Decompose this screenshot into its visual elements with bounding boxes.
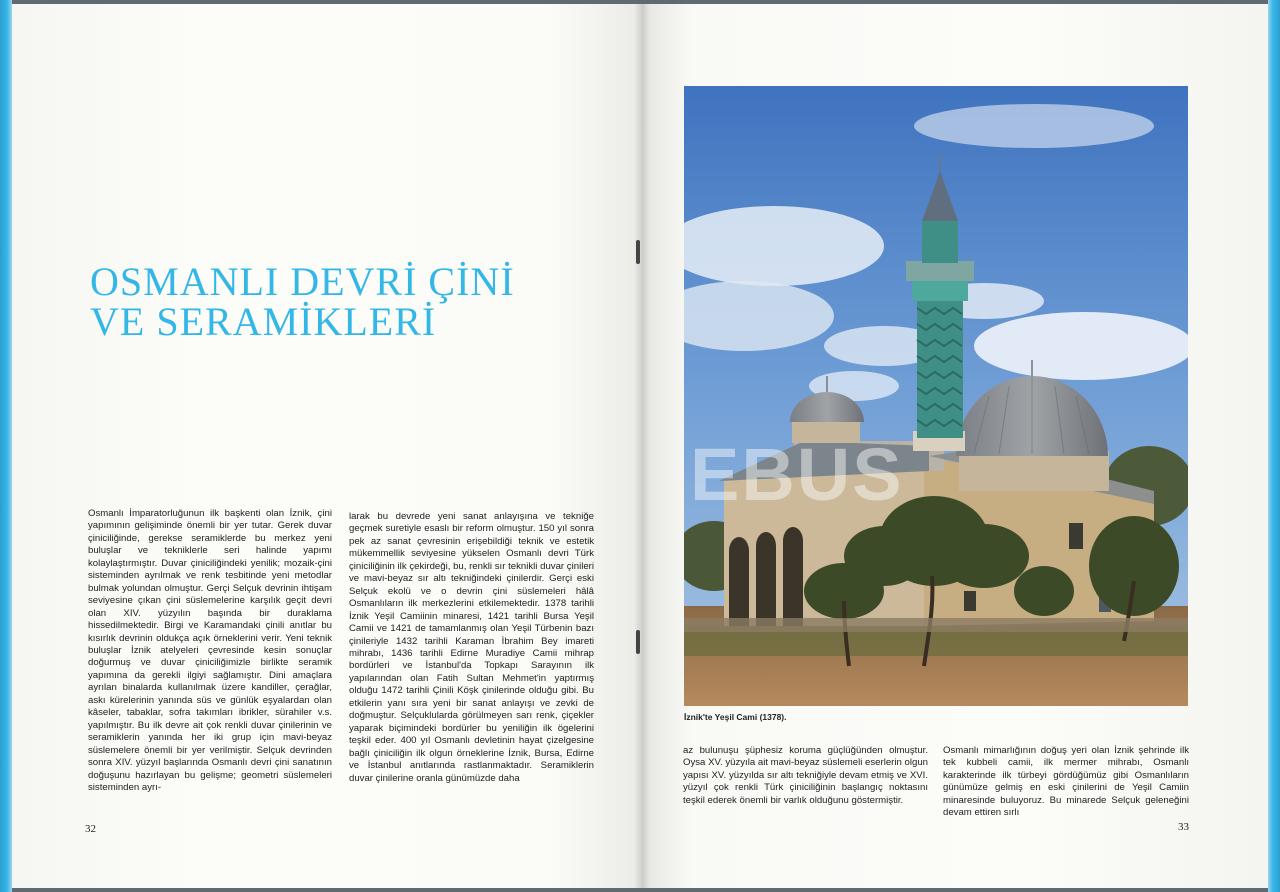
- page-number-left: 32: [85, 823, 96, 835]
- body-paragraph: az bulunuşu şüphesiz koruma güçlüğünden olmuştur. Oysa XV. yüzyıla ait mavi-beyaz süslemeli eserlerin olgun yapısı XV. yüzyılda sır altı tekniğiyle devam etmiş ve XVI. yüzyıl çok renkli Türk çiniciliğinin başlangıç noktasını teşkil ederek önemli bir varlık olduğunu göstermiştir.: [683, 745, 928, 806]
- binding-hole: [636, 240, 640, 264]
- chapter-title-line: OSMANLI DEVRİ ÇİNİ: [90, 259, 515, 304]
- right-page-edge: [1268, 0, 1280, 892]
- text-column-4: [943, 745, 1189, 820]
- body-paragraph: larak bu devrede yeni sanat anlayışına ve tekniğe geçmek suretiyle esaslı bir reform olmuştur. 150 yıl sonra pek az sanat çevresinin erişebildiği teknik ve estetik mükemmellik seviyesine yükselen Osmanlı devri Türk çiniciliğinin ilk çekirdeği, bu, renkli sır teknikli duvar çinileri ve mavi-beyaz sır altı tekniğindeki çinilerdir. Gerçi eski Selçuk ekolü ve o devrin çini süslemeleri hâlâ Osmanlıların ilk merkezlerini etkilemektedir. 1378 tarihli İznik Yeşil Camiinin minaresi, 1421 tarihli Bursa Yeşil Camii ve 1421 de tamamlanmış olan Yeşil Türbenin bazı çinileriyle 1432 tarihli Karaman İbrahim Bey imareti mihrabı, 1436 tarihli Edirne Muradiye Camii mihrap bordürleri ve İstanbul'da Topkapı Sarayının ilk yapılarından olan Fatih Sultan Mehmet'in yaptırmış olduğu 1472 tarihli Çinili Köşk çinilerinde olduğu gibi. Bu etkilerin yanı sıra yeni bir sanat anlayışı ve zevki de doğmuştur. Selçuklularda görülmeyen sarı renk, çiçekler yaparak biçimindeki bordürler bu yeniliğin ilk ögelerini teşkil eder. 400 yıl Osmanlı devletinin hayat çizelgesine bağlı çiniciliğin ilk olgun örneklerine İznik, Bursa, Edirne ve İstanbul anıtlarında rastlanmaktadır. Seramiklerin duvar çinilerine oranla günümüzde daha: [349, 511, 594, 784]
- binding-hole: [636, 630, 640, 654]
- body-paragraph: Osmanlı İmparatorluğunun ilk başkenti olan İznik, çini yapımının gelişiminde önemli bir yer tutar. Gerek duvar çiniciliğinde, gerekse seramiklerde bu merkez yeni buluşlar ve tekniklerle seri halinde yapımı kolaylaştırmıştır. Duvar çiniciliğindeki yenilik; mozaik-çini sisteminden ayrılmak ve renk tesbitinde yeni metodlar bulmak yolundan olmuştur. Gerçi Selçuk devrinin ihtişam seviyesine çıkan çini süslemelerine karşılık geçit devri olan XIV. yüzyılın başında bir duraklama hissedilmektedir. Birgi ve Karamandaki çinili anıtlar bu kısırlık devrinin oldukça açık örneklerini verir. Yeni teknik buluşlar İznik atelyeleri çevresinde kesin sonuçlar doğurmuş ve duvar çiniciliğimizle birlikte seramik yapımına da gerekli ilgiyi sağlamıştır. Dini amaçlara ayrılan binalarda kullanılmak üzere kandiller, çerağlar, askı kürelerinin yanında süs ve günlük eşyalardan olan kâseler, tabaklar, sofra takımları ibrikler, sürahiler v.s. yapılmıştır. Bu ilk devre ait çok renkli duvar çinilerinin ve seramiklerin yanında her iki grup için mavi-beyaz süslemelere önemli bir yer verilmiştir. Selçuk devrinden sonra XIV. yüzyıl başlarında Osmanlı devri çini sanatının doğuşunu hazırlayan bu gelişme; geometri süslemeleri sisteminden ayrı-: [88, 508, 332, 793]
- text-column-3: [683, 745, 928, 807]
- body-paragraph: Osmanlı mimarlığının doğuş yeri olan İznik şehrinde ilk tek kubbeli camii, ilk mermer mihrabı, Osmanlı karakterinde ilk türbeyi gördüğümüz gibi Osmanlıların günümüze gelmiş en eski çinilerini de Yeşil Camiin minaresinde buluyoruz. Bu minarede Selçuk geleneğini devam ettiren sırlı: [943, 745, 1189, 819]
- mosque-photo: [684, 86, 1188, 706]
- watermark-text: EBUS: [690, 433, 904, 516]
- left-page-edge: [0, 0, 12, 892]
- text-column-1: [88, 508, 332, 794]
- chapter-title: [90, 259, 610, 344]
- text-column-2: [349, 511, 594, 785]
- chapter-title-line: VE SERAMİKLERİ: [90, 299, 437, 344]
- page-number-right: 33: [1178, 821, 1189, 833]
- book-gutter: [634, 4, 650, 888]
- photo-caption: İznik'te Yeşil Cami (1378).: [684, 712, 787, 722]
